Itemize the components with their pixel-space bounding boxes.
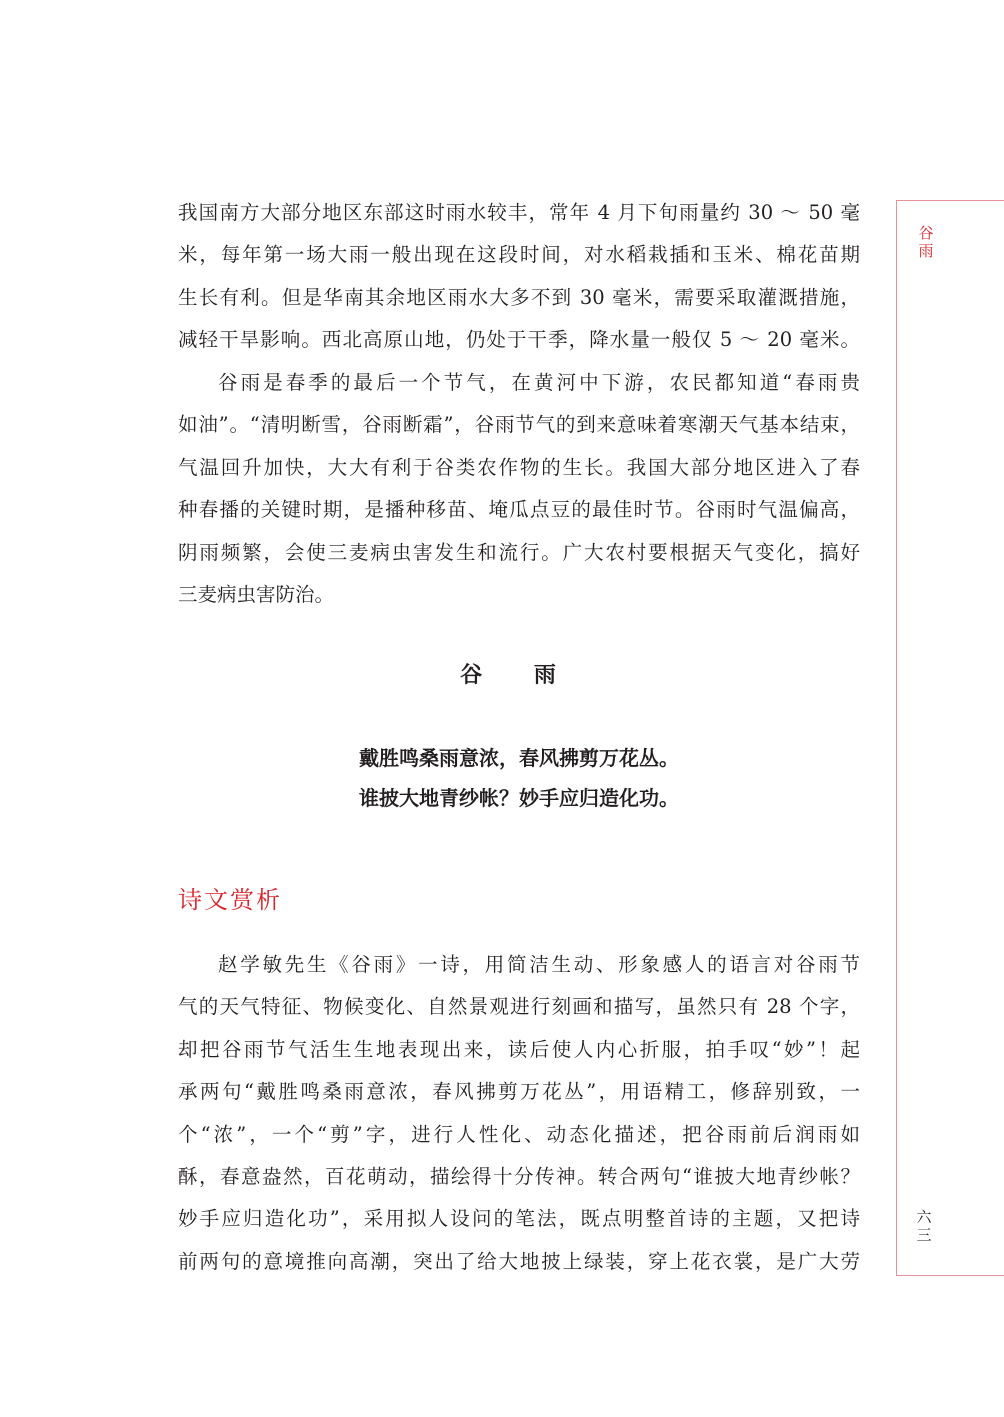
text-line: 如油”。“清明断雪，谷雨断霜”，谷雨节气的到来意味着寒潮天气基本结束， xyxy=(178,413,860,437)
text-line: 谷雨是春季的最后一个节气，在黄河中下游，农民都知道“春雨贵 xyxy=(218,371,860,394)
text-line: 承两句“戴胜鸣桑雨意浓，春风拂剪万花丛”，用语精工，修辞别致，一 xyxy=(178,1080,860,1104)
page-number-char: 六 xyxy=(916,1208,932,1226)
paragraph-2 xyxy=(178,362,860,616)
text-line: 却把谷雨节气活生生地表现出来，读后使人内心折服，拍手叹“妙”！起 xyxy=(178,1037,860,1061)
text-line: 种春播的关键时期，是播种移苗、埯瓜点豆的最佳时节。谷雨时气温偏高， xyxy=(178,498,860,522)
paragraph-1 xyxy=(178,192,860,362)
text-line: 前两句的意境推向高潮，突出了给大地披上绿装，穿上花衣裳，是广大劳 xyxy=(178,1249,860,1273)
text-line: 减轻干旱影响。西北高原山地，仍处于干季，降水量一般仅 5 ～ 20 毫米。 xyxy=(178,328,860,352)
poem-title: 谷 雨 xyxy=(460,663,578,688)
side-label-char: 谷 xyxy=(918,224,934,242)
poem-line: 戴胜鸣桑雨意浓，春风拂剪万花丛。 xyxy=(359,746,679,770)
text-line: 生长有利。但是华南其余地区雨水大多不到 30 毫米，需要采取灌溉措施， xyxy=(178,285,860,309)
text-line: 气温回升加快，大大有利于谷类农作物的生长。我国大部分地区进入了春 xyxy=(178,455,860,479)
side-rule xyxy=(896,200,897,1276)
text-line: 三麦病虫害防治。 xyxy=(178,582,335,606)
poem-line: 谁披大地青纱帐？妙手应归造化功。 xyxy=(359,786,679,810)
side-rule-bottom xyxy=(896,1275,1004,1276)
text-line: 米，每年第一场大雨一般出现在这段时间，对水稻栽插和玉米、棉花苗期 xyxy=(178,243,860,267)
page-number xyxy=(914,1208,934,1244)
text-line: 个“浓”，一个“剪”字，进行人性化、动态化描述，把谷雨前后润雨如 xyxy=(178,1122,860,1146)
paragraph-3 xyxy=(178,944,860,1283)
text-line: 酥，春意盎然，百花萌动，描绘得十分传神。转合两句“谁披大地青纱帐？ xyxy=(178,1164,860,1188)
side-rule-top xyxy=(896,200,1004,201)
text-line: 妙手应归造化功”，采用拟人设问的笔法，既点明整首诗的主题，又把诗 xyxy=(178,1207,860,1231)
text-line: 阴雨频繁，会使三麦病虫害发生和流行。广大农村要根据天气变化，搞好 xyxy=(178,540,860,564)
text-line: 气的天气特征、物候变化、自然景观进行刻画和描写，虽然只有 28 个字， xyxy=(178,995,860,1019)
page-number-char: 三 xyxy=(916,1226,932,1244)
side-label-char: 雨 xyxy=(918,242,934,260)
section-heading: 诗文赏析 xyxy=(178,886,282,914)
text-line: 我国南方大部分地区东部这时雨水较丰，常年 4 月下旬雨量约 30 ～ 50 毫 xyxy=(178,201,860,224)
poem xyxy=(178,738,860,818)
text-line: 赵学敏先生《谷雨》一诗，用简洁生动、形象感人的语言对谷雨节 xyxy=(218,953,860,976)
side-chapter-label xyxy=(916,224,936,260)
